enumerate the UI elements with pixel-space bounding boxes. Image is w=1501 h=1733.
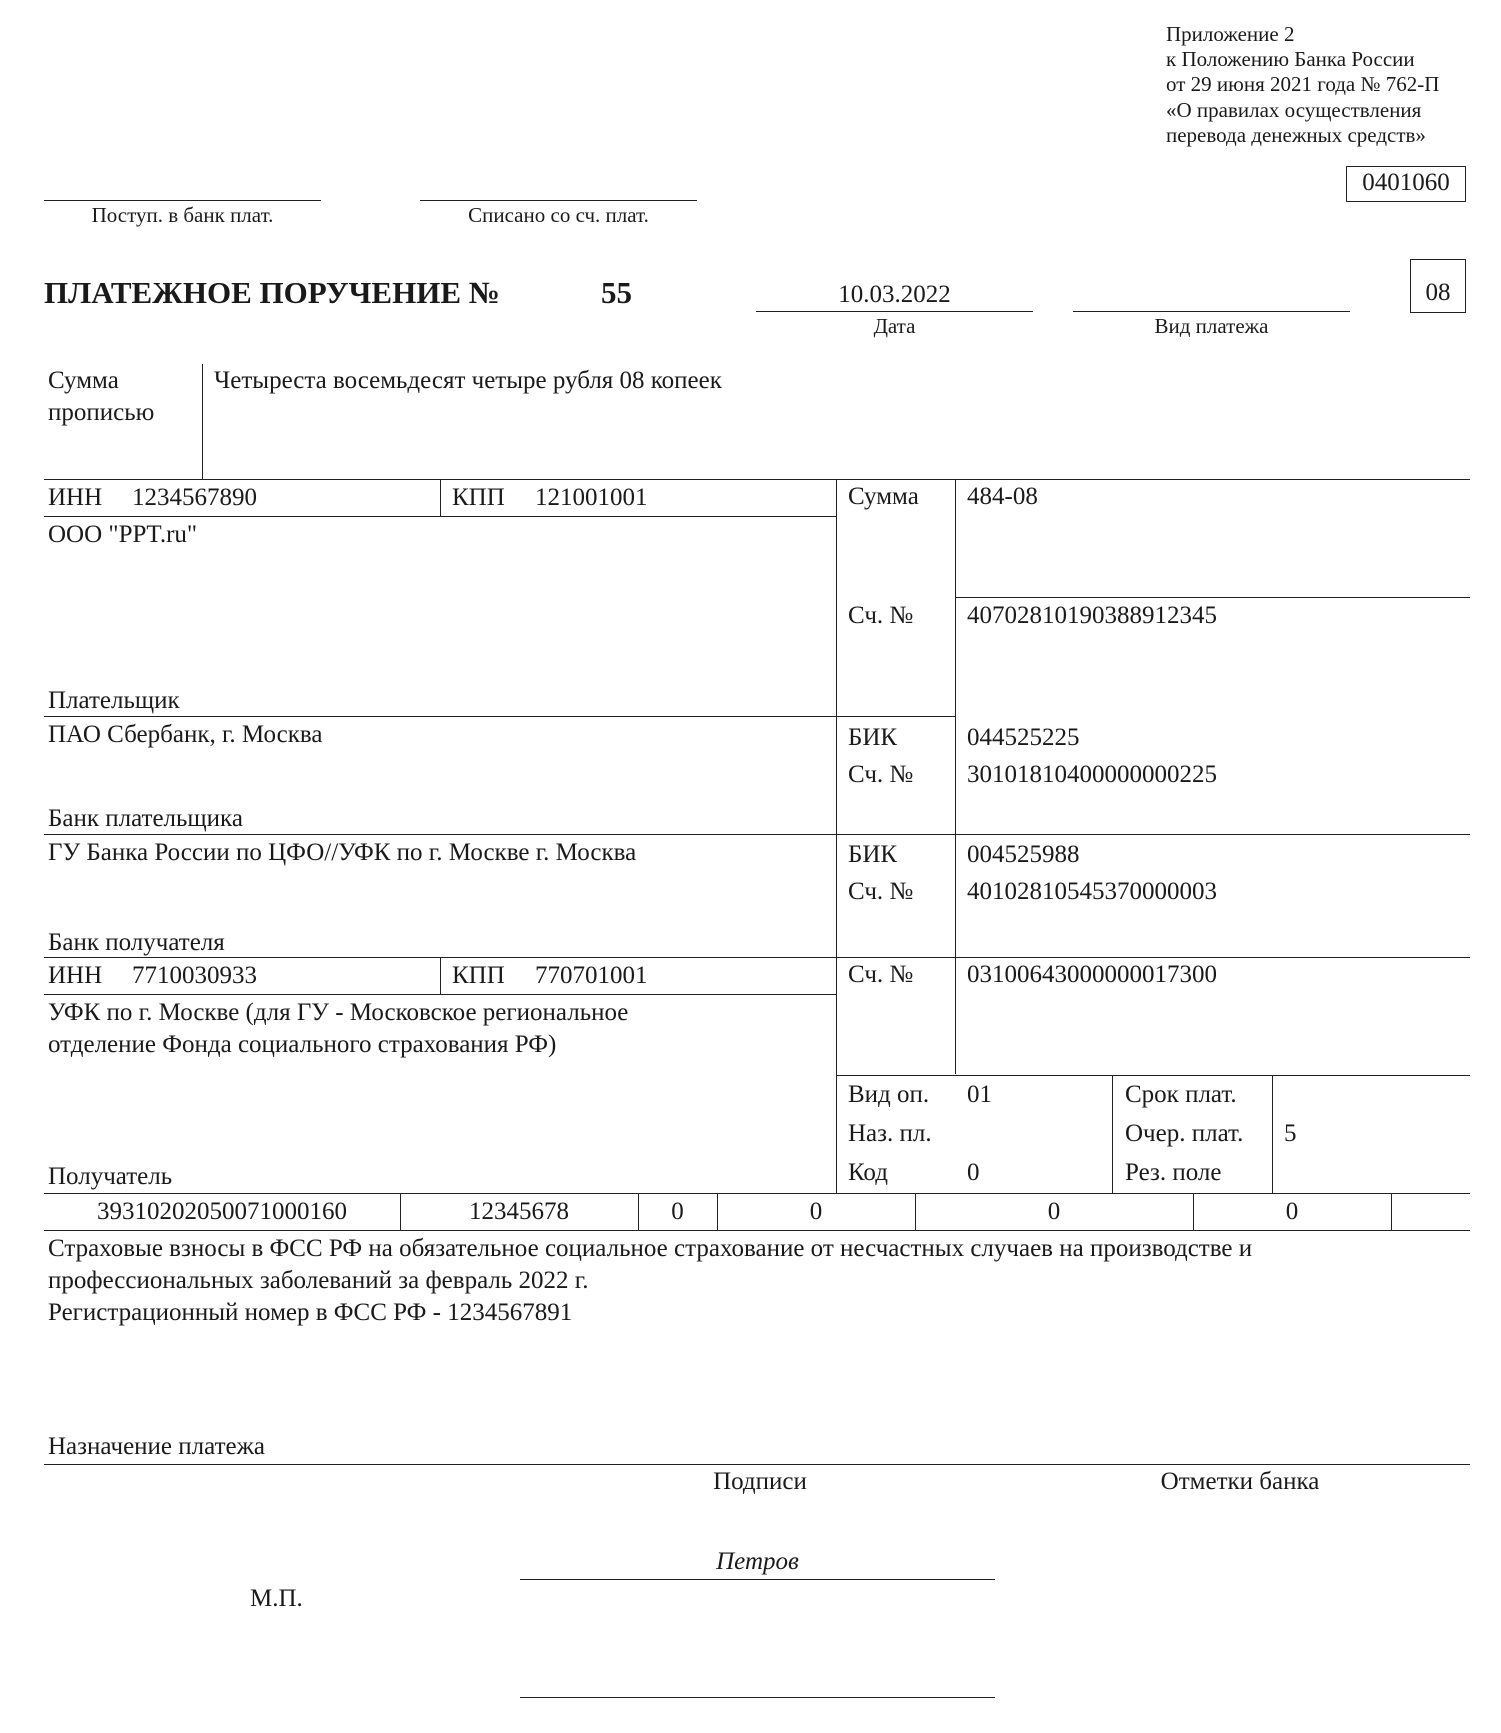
stamp-label: М.П. <box>250 1585 303 1612</box>
payee-bank-account-label: Сч. № <box>848 878 914 905</box>
payee-name: отделение Фонда социального страхования РФ) <box>48 1031 557 1058</box>
sum-label: Сумма <box>848 483 919 510</box>
grid-line <box>44 834 1470 835</box>
purpose-text: Страховые взносы в ФСС РФ на обязательное социальное страхование от несчастных случаев на производстве и <box>48 1235 1253 1262</box>
grid-line <box>1112 1075 1113 1193</box>
payee-account-label: Сч. № <box>848 961 914 988</box>
kod-value: 0 <box>967 1159 980 1186</box>
grid-line <box>440 479 441 516</box>
sum-value: 484-08 <box>967 483 1038 510</box>
appendix-line: к Положению Банка России <box>1166 47 1415 71</box>
payee-bank-bik: 004525988 <box>967 841 1080 868</box>
signature-line <box>520 1579 995 1580</box>
grid-line <box>44 957 1470 958</box>
grid-line <box>955 597 1470 598</box>
payee-bank-name: ГУ Банка России по ЦФО//УФК по г. Москве г. Москва <box>48 839 637 866</box>
grid-line <box>44 994 836 995</box>
ocher-value: 5 <box>1284 1120 1297 1147</box>
debited-line <box>420 200 697 201</box>
appendix-line: Приложение 2 <box>1166 22 1295 46</box>
appendix-line: перевода денежных средств» <box>1166 123 1426 147</box>
payee-bank-bik-label: БИК <box>848 841 898 868</box>
divider <box>202 364 203 479</box>
payer-bank-bik-label: БИК <box>848 724 898 751</box>
grid-line <box>440 957 441 994</box>
grid-line <box>44 479 1470 480</box>
payer-kpp-label: КПП <box>452 484 505 511</box>
order-date: 10.03.2022 <box>838 281 951 308</box>
payer-inn-label: ИНН <box>48 484 103 511</box>
date-line <box>756 311 1033 312</box>
grid-line <box>44 1193 1470 1194</box>
payer-bank-label: Банк плательщика <box>48 805 243 832</box>
payment-type-label: Вид платежа <box>1154 314 1269 338</box>
grid-line <box>955 479 956 1074</box>
purpose-text: Регистрационный номер в ФСС РФ - 1234567891 <box>48 1299 573 1326</box>
payee-bank-label: Банк получателя <box>48 929 225 956</box>
tax-field: 0 <box>809 1198 823 1225</box>
document-title: ПЛАТЕЖНОЕ ПОРУЧЕНИЕ № <box>44 275 500 310</box>
srok-label: Срок плат. <box>1125 1081 1237 1108</box>
oktmo-field: 12345678 <box>469 1198 569 1225</box>
payer-kpp: 121001001 <box>535 484 648 511</box>
received-label: Поступ. в банк плат. <box>91 203 274 227</box>
grid-line <box>44 716 955 717</box>
tax-field: 0 <box>1285 1198 1299 1225</box>
payee-kpp-label: КПП <box>452 962 505 989</box>
payee-account: 03100643000000017300 <box>967 961 1217 988</box>
purpose-label: Назначение платежа <box>48 1433 265 1460</box>
kod-label: Код <box>848 1159 888 1186</box>
payer-name: ООО "PPT.ru" <box>48 521 198 548</box>
amount-words-value: Четыреста восемьдесят четыре рубля 08 копеек <box>214 367 722 394</box>
payer-status-code: 08 <box>1410 259 1466 313</box>
grid-line <box>44 516 836 517</box>
kbk-field: 39310202050071000160 <box>97 1198 347 1225</box>
received-line <box>44 200 321 201</box>
grid-line <box>44 1464 1470 1465</box>
payer-label: Плательщик <box>48 687 180 714</box>
debited-label: Списано со сч. плат. <box>468 203 649 227</box>
appendix-line: «О правилах осуществления <box>1166 98 1422 122</box>
ocher-label: Очер. плат. <box>1125 1120 1244 1147</box>
order-number: 55 <box>601 275 632 310</box>
payment-type-line <box>1073 311 1350 312</box>
tax-field: 0 <box>1047 1198 1061 1225</box>
payer-bank-account-label: Сч. № <box>848 761 914 788</box>
signatures-label: Подписи <box>713 1468 807 1495</box>
form-code: 0401060 <box>1346 166 1466 202</box>
signature-line <box>520 1697 995 1698</box>
grid-line <box>44 1230 1470 1231</box>
payee-label: Получатель <box>48 1163 173 1190</box>
payee-inn: 7710030933 <box>132 962 257 989</box>
vid-op-label: Вид оп. <box>848 1081 930 1108</box>
appendix-line: от 29 июня 2021 года № 762-П <box>1166 72 1440 96</box>
amount-words-label: Сумма <box>48 367 119 394</box>
naz-pl-label: Наз. пл. <box>848 1120 932 1147</box>
bank-marks-label: Отметки банка <box>1160 1468 1320 1495</box>
rez-label: Рез. поле <box>1125 1159 1222 1186</box>
payer-account-label: Сч. № <box>848 602 914 629</box>
grid-line <box>1272 1075 1273 1193</box>
payee-kpp: 770701001 <box>535 962 648 989</box>
payer-bank-bik: 044525225 <box>967 724 1080 751</box>
payer-inn: 1234567890 <box>132 484 257 511</box>
grid-line <box>836 1075 1470 1076</box>
date-label: Дата <box>873 314 916 338</box>
payee-name: УФК по г. Москве (для ГУ - Московское региональное <box>48 999 629 1026</box>
signature: Петров <box>716 1548 799 1575</box>
payee-inn-label: ИНН <box>48 962 103 989</box>
payer-account: 40702810190388912345 <box>967 602 1217 629</box>
amount-words-label: прописью <box>48 399 155 426</box>
tax-field: 0 <box>671 1198 684 1225</box>
payer-bank-account: 30101810400000000225 <box>967 761 1217 788</box>
grid-line <box>1391 1193 1392 1230</box>
grid-line <box>836 479 837 1193</box>
payee-bank-account: 40102810545370000003 <box>967 878 1217 905</box>
vid-op-value: 01 <box>967 1081 992 1108</box>
payer-bank-name: ПАО Сбербанк, г. Москва <box>48 721 323 748</box>
purpose-text: профессиональных заболеваний за февраль 2022 г. <box>48 1267 589 1294</box>
